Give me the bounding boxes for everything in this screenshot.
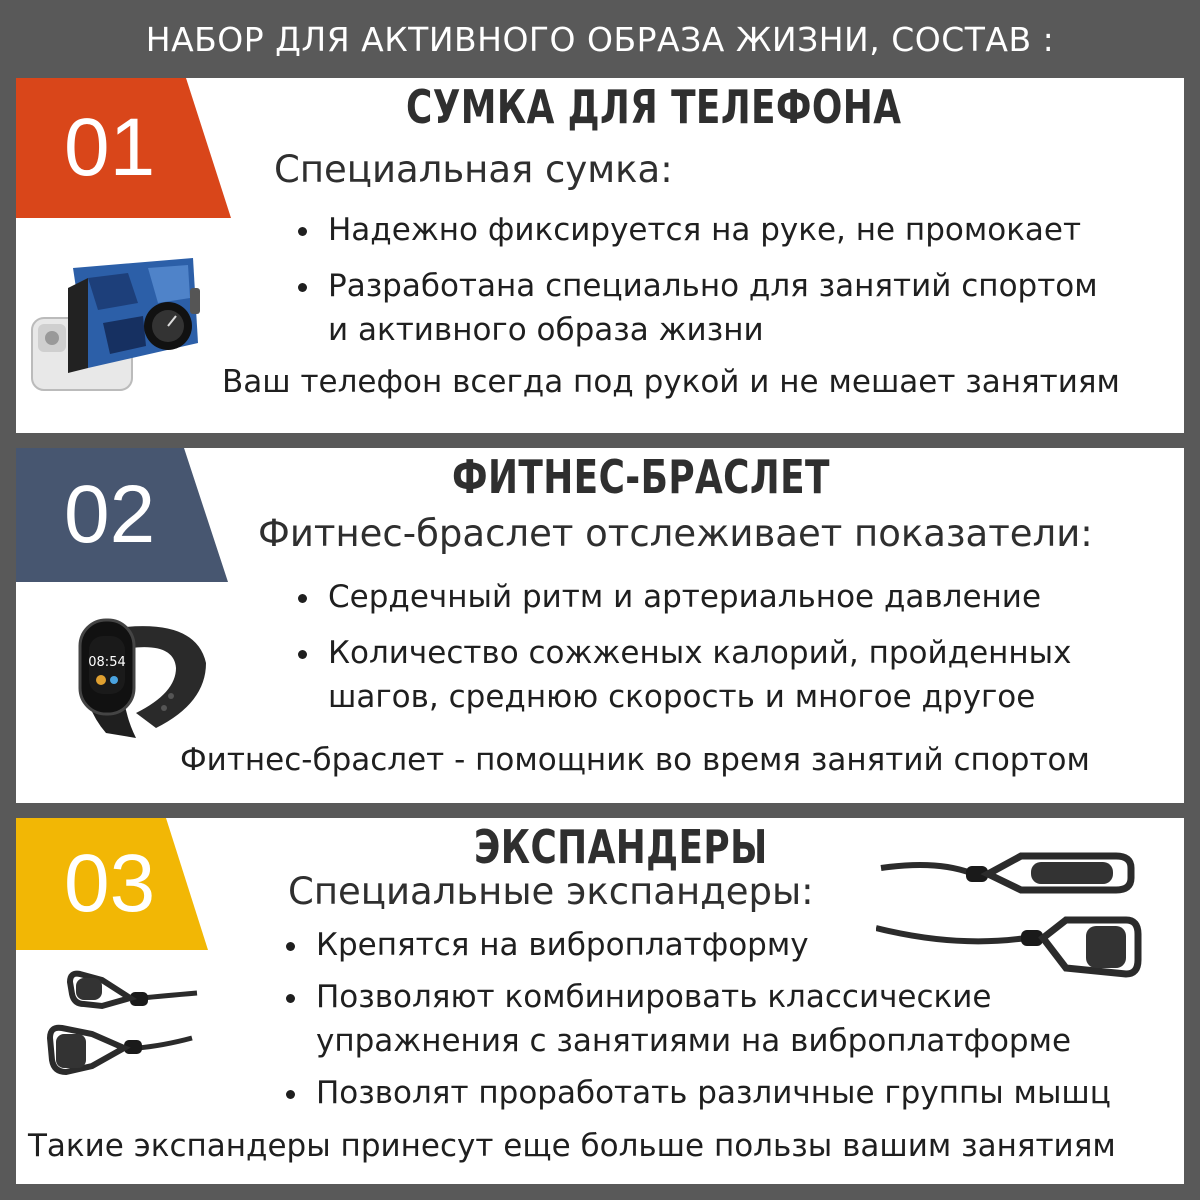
section-footer: Ваш телефон всегда под рукой и не мешает занятиям	[222, 364, 1120, 400]
page-title: НАБОР ДЛЯ АКТИВНОГО ОБРАЗА ЖИЗНИ, СОСТАВ :	[145, 19, 1055, 59]
section-footer: Фитнес-браслет - помощник во время занятий спортом	[180, 742, 1090, 778]
section-title: СУМКА ДЛЯ ТЕЛЕФОНА	[406, 80, 902, 134]
section-number-badge	[16, 448, 228, 582]
list-item: Сердечный ритм и артериальное давление	[298, 575, 1072, 619]
section-subtitle: Специальные экспандеры:	[288, 870, 814, 913]
section-title: ЭКСПАНДЕРЫ	[474, 820, 768, 874]
section-number-badge	[16, 78, 231, 218]
section-number: 02	[64, 469, 156, 560]
list-item: Позволят проработать различные группы мышц	[286, 1071, 1111, 1115]
section-subtitle: Специальная сумка:	[274, 148, 673, 191]
section-footer: Такие экспандеры принесут еще больше пользы вашим занятиям	[28, 1128, 1116, 1164]
list-item: Количество сожженых калорий, пройденных шагов, среднюю скорость и многое другое	[298, 631, 1072, 719]
section-number-badge	[16, 818, 208, 950]
resistance-band-icon	[876, 838, 1166, 988]
band-time: 08:54	[88, 655, 126, 670]
list-item: Надежно фиксируется на руке, не промокает	[298, 208, 1098, 252]
page-header	[0, 0, 1200, 78]
bullet-list	[298, 208, 1098, 364]
bullet-list	[298, 575, 1072, 731]
section-phone-bag	[16, 78, 1184, 433]
list-item: Разработана специально для занятий спортом и активного образа жизни	[298, 264, 1098, 352]
section-number: 03	[64, 838, 156, 929]
section-subtitle: Фитнес-браслет отслеживает показатели:	[258, 512, 1093, 555]
phone-armband-bag-icon	[28, 248, 218, 398]
section-expanders	[16, 818, 1184, 1184]
section-number: 01	[64, 102, 156, 193]
resistance-band-small-icon	[42, 968, 202, 1088]
section-title: ФИТНЕС-БРАСЛЕТ	[452, 450, 830, 504]
fitness-band-icon	[56, 608, 216, 748]
section-fitness-band	[16, 448, 1184, 803]
list-item: Позволяют комбинировать классические упражнения с занятиями на виброплатформе	[286, 975, 1111, 1063]
list-item: Крепятся на виброплатформу	[286, 923, 1111, 967]
